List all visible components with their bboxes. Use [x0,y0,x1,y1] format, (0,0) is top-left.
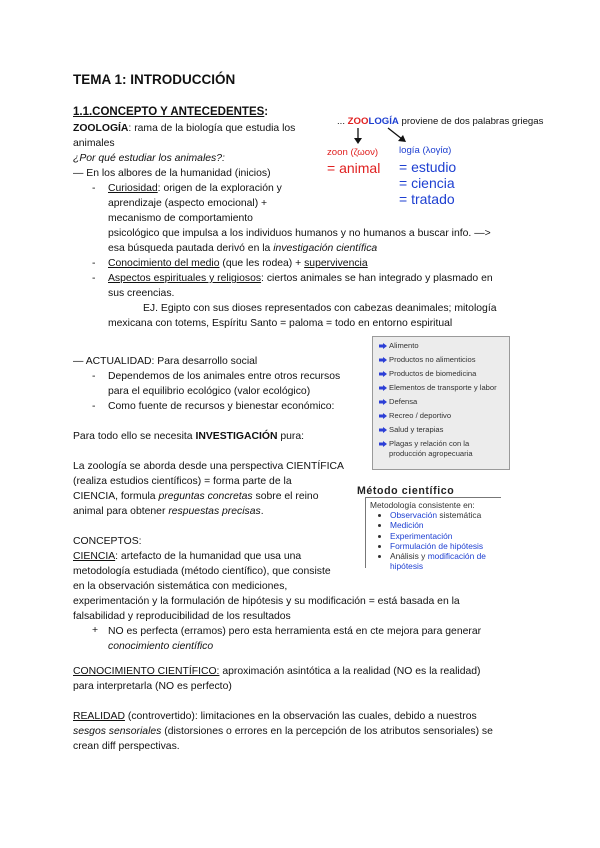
etym-logia-word: logía (λογία) [399,145,452,156]
persp-l4a: animal para obtener [73,506,169,517]
resource-text: Productos de biomedicina [389,369,477,378]
dash-bullet: - [92,371,96,382]
pura-text: pura: [277,431,305,442]
resource-text: Recreo / deportivo [389,411,452,420]
aspectos-line [108,272,493,287]
arrow-right-icon [379,399,387,405]
metodo-item-text: Experimentación [390,530,453,541]
realidad-line2 [73,725,493,740]
metodo-item [390,551,501,571]
metodo-intro: Metodología consistente en: [370,500,475,510]
dash-bullet: - [92,183,96,194]
curiosidad-text1: : origen de la exploración y [157,183,282,194]
metodo-item [390,510,501,520]
resource-item [379,411,451,421]
perspectiva-line2: (realiza estudios científicos) = forma parte de la [73,476,292,487]
persp-l3c: sobre el reino [252,491,319,502]
metodo-item [390,531,501,541]
resource-item [379,341,419,351]
section-heading-text: 1.1.CONCEPTO Y ANTECEDENTES [73,106,265,118]
realidad-line1 [73,710,477,725]
dash-bullet: - [92,273,96,284]
plus-bullet: + [92,625,99,636]
why-question: ¿Por qué estudiar los animales?: [73,153,225,164]
metodo-item-text: Análisis y [390,551,428,562]
aspectos-rest: : ciertos animales se han integrado y plasmado en [261,273,493,284]
ciencia-line1 [73,550,301,565]
arrowhead-icon [354,138,362,144]
curiosidad-label: Curiosidad [108,183,158,194]
ciencia-line5: falsabilidad y reproducibilidad de los resultados [73,611,291,622]
etymology-arrows [350,126,420,146]
busqueda-line [108,242,377,257]
respuestas-precisas: respuestas precisas [168,506,261,517]
resource-item [379,383,497,393]
realidad-label: REALIDAD [73,711,125,722]
para-todo-line [73,430,304,445]
zoologia-label: ZOOLOGÍA [73,123,129,134]
ciencia-line2: metodología estudiada (método científico), que consiste [73,566,331,577]
ciencia-line3: en la observación sistemática con mediciones, [73,581,288,592]
arrow-right-icon [379,427,387,433]
resource-item [379,397,417,407]
perspectiva-line1: La zoología se aborda desde una perspectiva CIENTÍFICA [73,461,344,472]
resource-item [379,369,476,379]
persp-l4c: . [260,506,264,517]
arrow-diagonal-icon [388,128,402,139]
resource-item [379,439,504,459]
supervivencia: supervivencia [304,258,368,269]
actualidad-item2: Como fuente de recursos y bienestar económico: [108,401,335,412]
zoologia-def-line2: animales [73,138,115,149]
aspectos-line2: sus creencias. [108,288,175,299]
metodo-title: Método científico [357,485,455,497]
plus-line1: NO es perfecta (erramos) pero esta herramienta está en cte mejora para generar [108,626,482,637]
arrow-right-icon [379,371,387,377]
conocimiento-label: Conocimiento del medio [108,258,220,269]
cc-label: CONOCIMIENTO CIENTÍFICO: [73,666,220,677]
psicologico-line: psicológico que impulsa a los individuos humanos y no humanos a buscar info. —> [108,228,491,239]
busqueda-text: esa búsqueda pautada derivó en la [108,243,274,254]
resource-item [379,355,476,365]
metodo-item-text2: modificación de hipótesis [390,551,486,572]
resource-text: Productos no alimenticios [389,355,476,364]
para-todo-text: Para todo ello se necesita [73,431,196,442]
dash-bullet: - [92,401,96,412]
ciencia-label: CIENCIA [73,551,116,562]
section-heading-colon: : [264,106,269,118]
actualidad-line: — ACTUALIDAD: Para desarrollo social [73,356,258,367]
arrow-right-icon [379,385,387,391]
page-title: TEMA 1: INTRODUCCIÓN [73,72,236,87]
realidad-text1: (controvertido): limitaciones en la observación las cuales, debido a nuestros [124,711,477,722]
cc-line1 [73,665,481,680]
actualidad-item1-line1: Dependemos de los animales entre otros recursos [108,371,341,382]
zoologia-def-text: : rama de la biología que estudia los [128,123,296,134]
curiosidad-line3: mecanismo de comportamiento [108,213,253,224]
realidad-line3: crean diff perspectivas. [73,741,180,752]
etym-animal: = animal [327,160,381,176]
example-line1: EJ. Egipto con sus dioses representados con cabezas deanimales; mitología [143,303,497,314]
resource-text: Salud y terapias [389,425,444,434]
resource-text: Alimento [389,341,419,350]
curiosidad-line2: aprendizaje (aspecto emocional) + [108,198,268,209]
arrow-right-icon [379,413,387,419]
etym-zoo: ZOO [347,116,369,127]
metodo-list [370,510,501,571]
resource-text: Plagas y relación con la producción agropecuaria [389,439,473,458]
etym-rest: proviene de dos palabras griegas [398,116,544,127]
example-line2: mexicana con totems, Espíritu Santo = paloma = todo en entorno espiritual [108,318,453,329]
plus-line2: conocimiento científico [108,641,214,652]
ciencia-text1: : artefacto de la humanidad que usa una [115,551,302,562]
aspectos-label: Aspectos espirituales y religiosos [108,273,262,284]
etym-meaning-1: = estudio [399,159,457,175]
perspectiva-line4 [73,505,264,520]
etym-zoon: zoon (ζωον) [327,147,379,158]
curiosidad-line1 [108,182,282,197]
metodo-item-text: Formulación de hipótesis [390,540,484,551]
metodo-item-text2: sistemática [437,510,482,521]
arrow-right-icon [379,343,387,349]
etym-meaning-2: = ciencia [399,175,455,191]
resource-item [379,425,443,435]
arrow-right-icon [379,357,387,363]
cc-text1: aproximación asintótica a la realidad (NO es la realidad) [219,666,481,677]
investigacion-bold: INVESTIGACIÓN [195,431,278,442]
metodo-item [390,520,501,530]
perspectiva-line3 [73,490,318,505]
preguntas-concretas: preguntas concretas [158,491,253,502]
zoologia-definition [73,122,295,137]
arrow-right-icon [379,441,387,447]
dash-bullet: - [92,258,96,269]
metodo-item [390,541,501,551]
sesgos-sensoriales: sesgos sensoriales [73,726,162,737]
conceptos-heading: CONCEPTOS: [73,536,142,547]
etym-meaning-3: = tratado [399,191,455,207]
realidad-text2: (distorsiones o errores en la percepción de los atributos sensoriales) se [161,726,493,737]
actualidad-item1-line2: para el equilibrio ecológico (valor ecológico) [108,386,311,397]
metodo-item-text: Observación [390,510,438,521]
persp-l3a: CIENCIA, formula [73,491,159,502]
conocimiento-rest: (que les rodea) + [219,258,305,269]
cc-line2: para interpretarla (NO es perfecto) [73,681,232,692]
etym-prefix: ... [337,116,348,127]
investigacion-cientifica: investigación científica [273,243,378,254]
ciencia-line4: experimentación y la formulación de hipótesis y su modificación = está basada en la [73,596,460,607]
albores-line: — En los albores de la humanidad (inicios) [73,168,271,179]
metodo-item-text: Medición [390,520,424,531]
etym-logia: LOGÍA [368,116,399,127]
conocimiento-line [108,257,368,272]
resource-text: Defensa [389,397,418,406]
metodo-box [365,497,501,572]
section-heading [73,105,268,120]
resource-text: Elementos de transporte y labor [389,383,497,392]
resources-box [372,336,510,470]
